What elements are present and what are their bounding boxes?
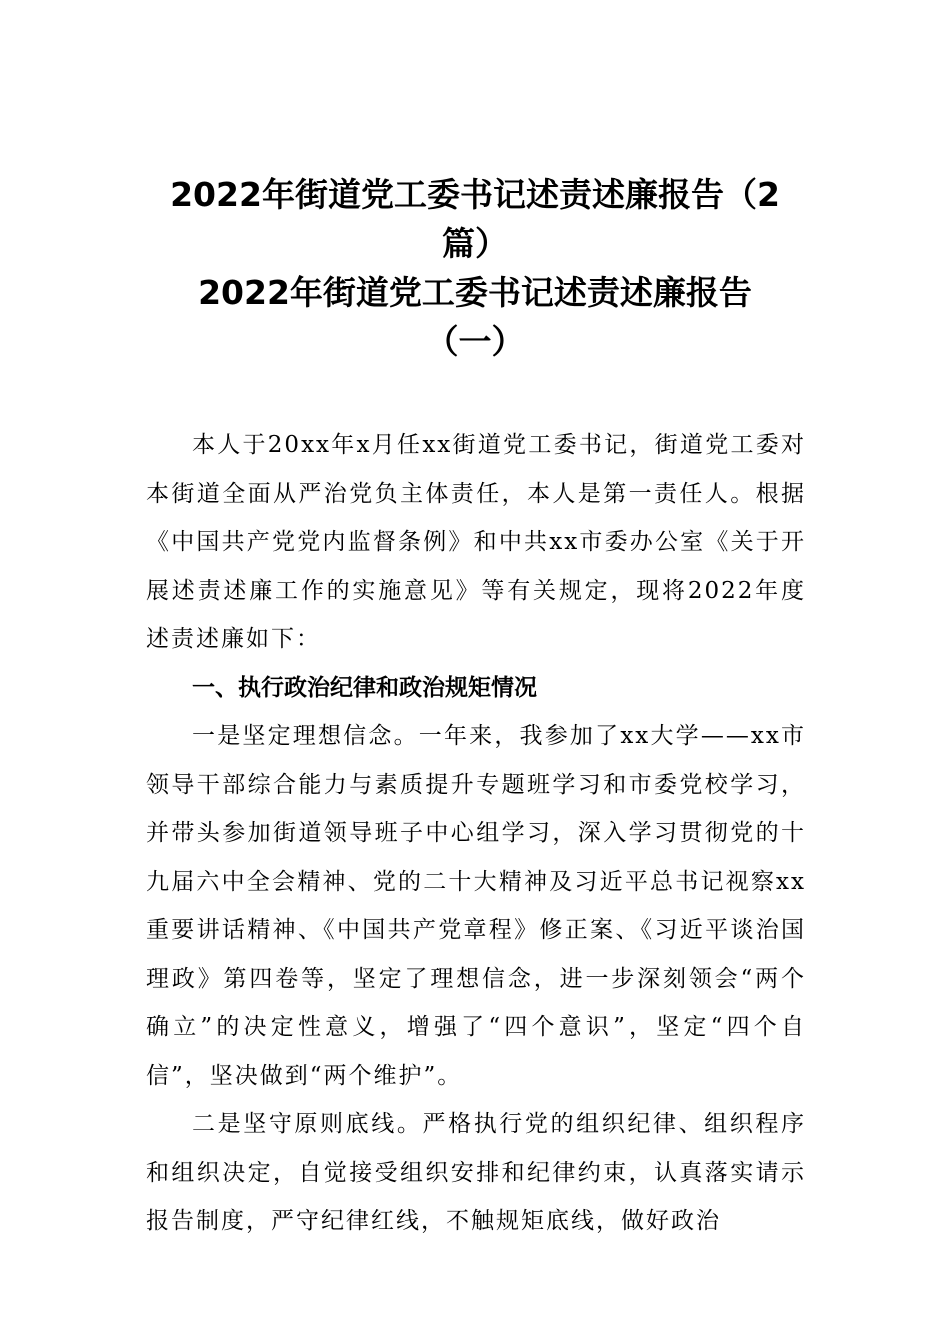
intro-paragraph: 本人于20xx年x月任xx街道党工委书记，街道党工委对本街道全面从严治党负主体责任，本人是第一责任人。根据《中国共产党党内监督条例》和中共xx市委办公室《关于开展述责述廉工作的实施意见》等有关规定，现将2022年度述责述廉如下： [146, 432, 806, 652]
document-body [146, 421, 806, 1246]
paragraph-ideals: 一是坚定理想信念。一年来，我参加了xx大学——xx市领导干部综合能力与素质提升专题班学习和市委党校学习，并带头参加街道领导班子中心组学习，深入学习贯彻党的十九届六中全会精神、党的二十大精神及习近平总书记视察xx重要讲话精神、《中国共产党章程》修正案、《习近平谈治国理政》第四卷等，坚定了理想信念，进一步深刻领会“两个确立”的决定性意义，增强了“四个意识”，坚定“四个自信”，坚决做到“两个维护”。 [146, 723, 806, 1089]
subtitle-line-2: （一） [425, 322, 525, 361]
subtitle-line-1: 2022年街道党工委书记述责述廉报告 [198, 273, 752, 312]
title-line-1: 2022年街道党工委书记述责述廉报告（2 [170, 175, 780, 214]
paragraph-principles: 二是坚守原则底线。严格执行党的组织纪律、组织程序和组织决定，自觉接受组织安排和纪律约束，认真落实请示报告制度，严守纪律红线，不触规矩底线，做好政治 [146, 1111, 806, 1234]
document-title [140, 170, 810, 366]
section-heading-1: 一、执行政治纪律和政治规矩情况 [192, 674, 537, 701]
title-line-2: 篇） [442, 224, 508, 263]
